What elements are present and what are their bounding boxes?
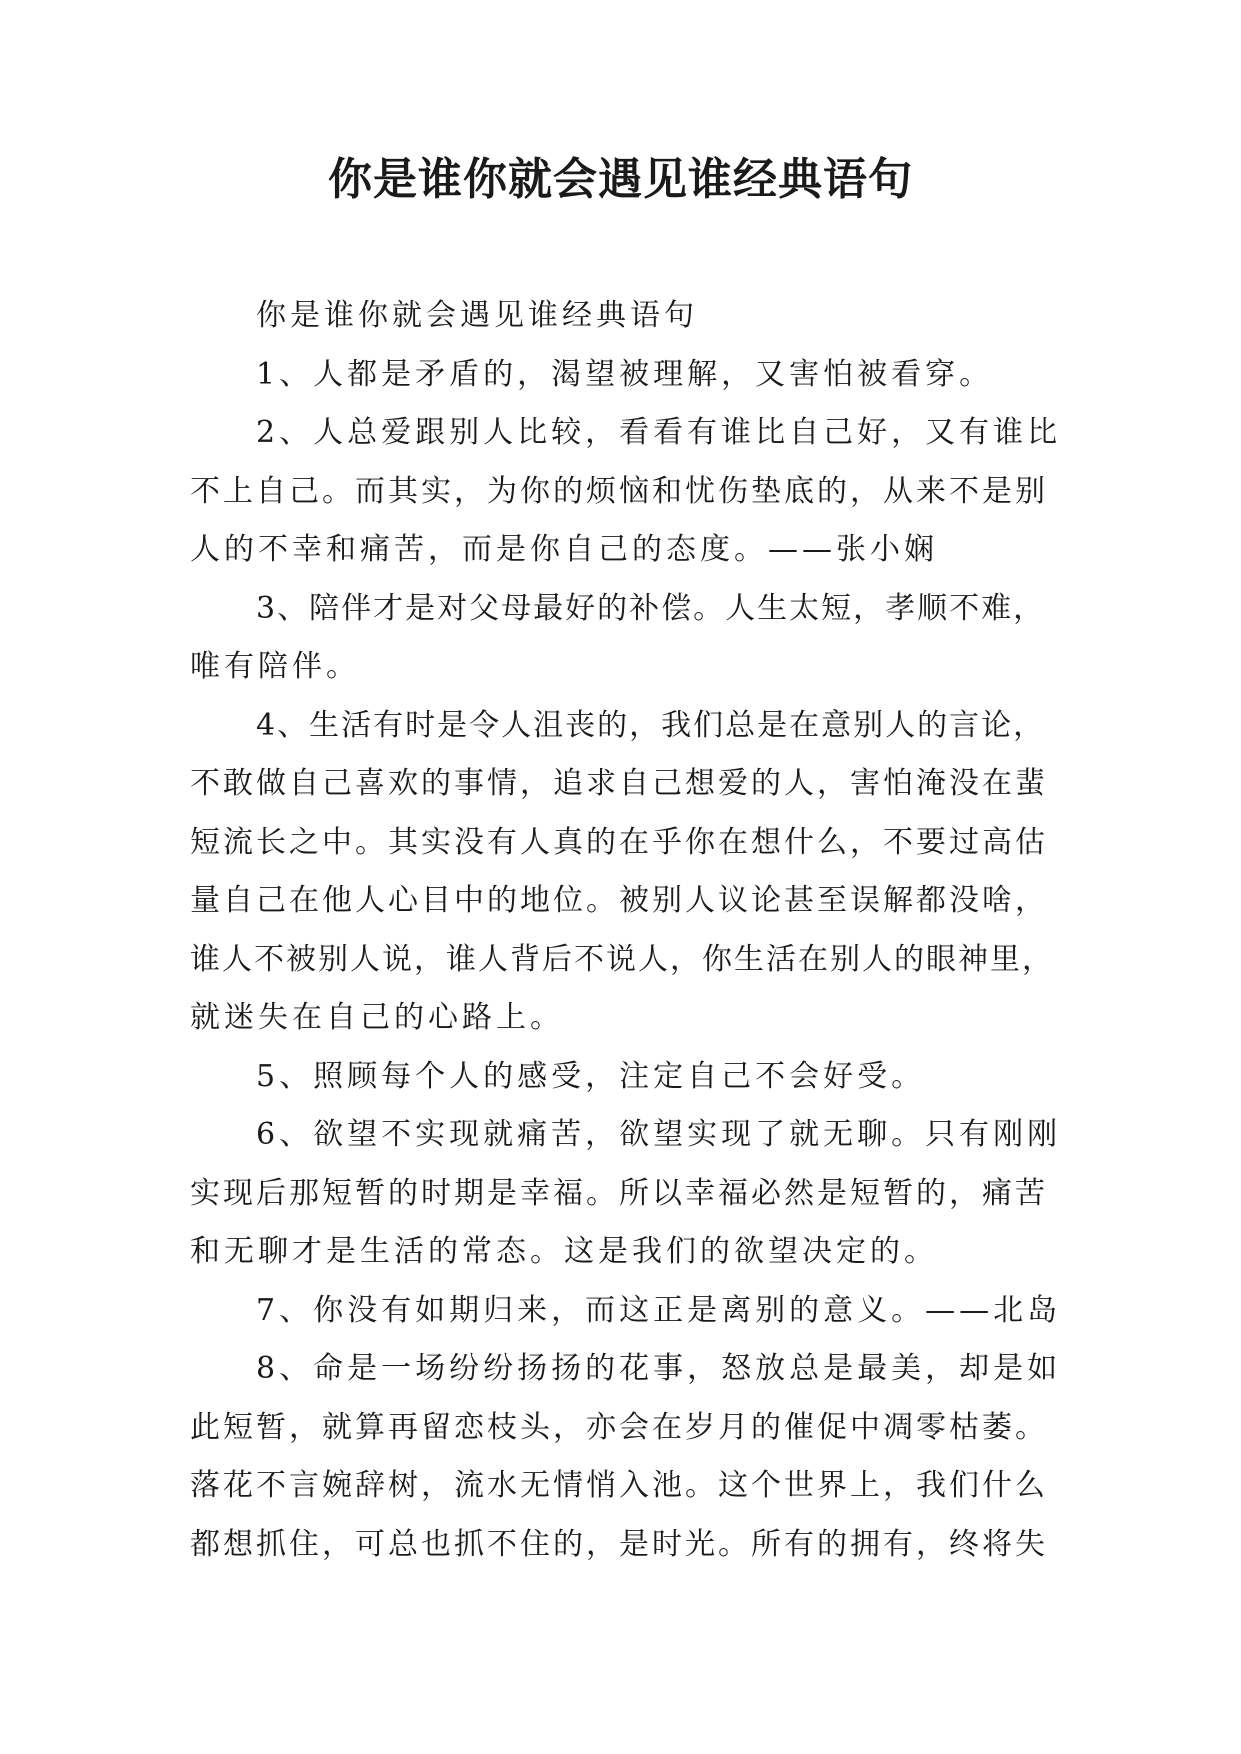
text-line: 8、命是一场纷纷扬扬的花事，怒放总是最美，却是如	[256, 1351, 1062, 1386]
text-line: 4、生活有时是令人沮丧的，我们总是在意别人的言论，	[256, 707, 1046, 743]
text-line: 实现后那短暂的时期是幸福。所以幸福必然是短暂的，痛苦	[190, 1175, 1048, 1211]
text-line: 落花不言婉辞树，流水无情悄入池。这个世界上，我们什么	[190, 1468, 1048, 1503]
text-line: 1、人都是矛盾的，渴望被理解，又害怕被看穿。	[256, 356, 994, 392]
document-title: 你是谁你就会遇见谁经典语句	[328, 154, 913, 205]
text-line: 5、照顾每个人的感受，注定自己不会好受。	[256, 1058, 926, 1094]
text-line: 2、人总爱跟别人比较，看看有谁比自己好，又有谁比	[256, 415, 1062, 450]
text-line: 3、陪伴才是对父母最好的补偿。人生太短，孝顺不难，	[256, 590, 1046, 626]
text-line: 不敢做自己喜欢的事情，追求自己想爱的人，害怕淹没在蜚	[190, 766, 1048, 801]
text-line: 此短暂，就算再留恋枝头，亦会在岁月的催促中凋零枯萎。	[190, 1409, 1048, 1445]
text-line: 你是谁你就会遇见谁经典语句	[256, 298, 698, 333]
text-line: 和无聊才是生活的常态。这是我们的欲望决定的。	[190, 1234, 938, 1269]
text-line: 谁人不被别人说，谁人背后不说人，你生活在别人的眼神里，	[190, 941, 1054, 977]
text-line: 不上自己。而其实，为你的烦恼和忧伤垫底的，从来不是别	[190, 473, 1048, 509]
text-line: 人的不幸和痛苦，而是你自己的态度。——张小娴	[190, 532, 938, 567]
text-line: 短流长之中。其实没有人真的在乎你在想什么，不要过高估	[190, 824, 1048, 860]
text-line: 就迷失在自己的心路上。	[190, 1000, 564, 1035]
text-line: 7、你没有如期归来，而这正是离别的意义。——北岛	[256, 1292, 1062, 1328]
text-line: 都想抓住，可总也抓不住的，是时光。所有的拥有，终将失	[190, 1526, 1048, 1562]
document-body	[190, 287, 1068, 1574]
text-line: 6、欲望不实现就痛苦，欲望实现了就无聊。只有刚刚	[256, 1117, 1062, 1152]
text-line: 唯有陪伴。	[190, 649, 360, 684]
text-line: 量自己在他人心目中的地位。被别人议论甚至误解都没啥，	[190, 883, 1048, 918]
